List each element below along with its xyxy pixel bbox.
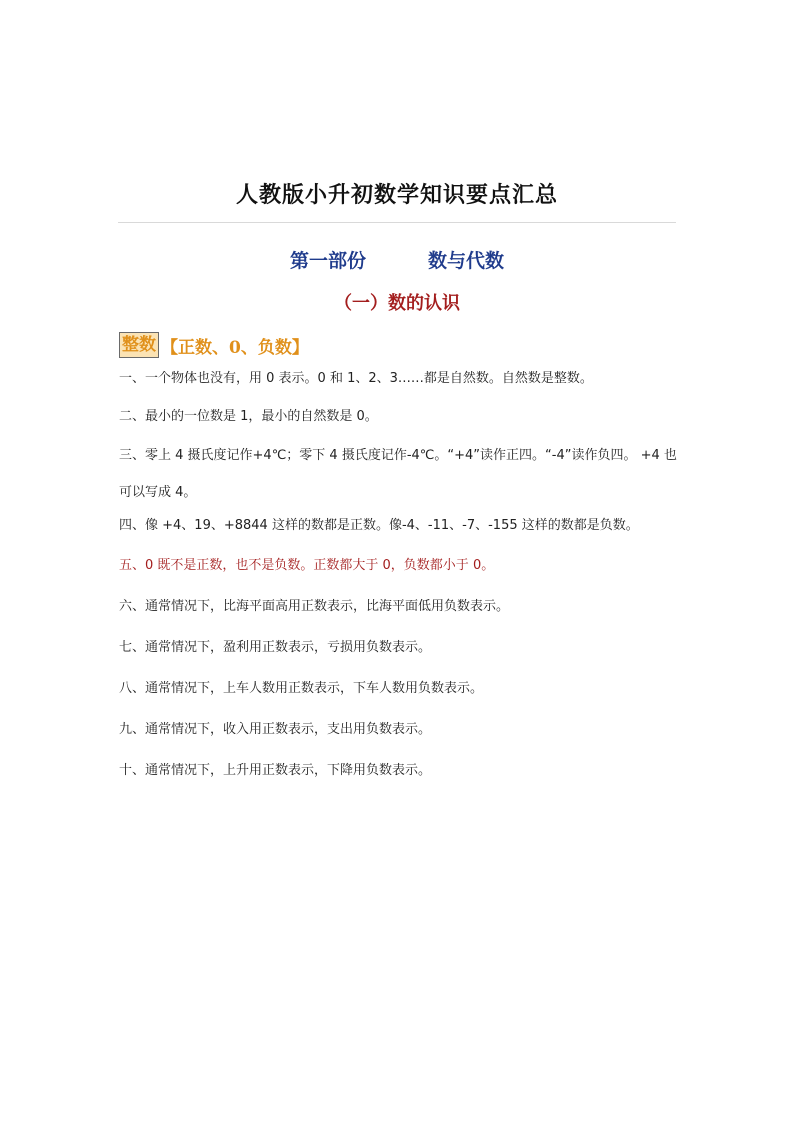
document-title: 人教版小升初数学知识要点汇总: [235, 182, 558, 208]
list-item: 九、通常情况下，收入用正数表示，支出用负数表示。: [119, 722, 432, 737]
list-item: 四、像 +4、19、+8844 这样的数都是正数。像-4、-11、-7、-155 这样的数都是负数。: [119, 518, 639, 533]
list-item-highlighted: 五、0 既不是正数，也不是负数。正数都大于 0，负数都小于 0。: [119, 558, 495, 573]
part-heading: [0, 246, 794, 273]
list-item: 七、通常情况下，盈利用正数表示，亏损用负数表示。: [119, 640, 432, 655]
list-item: 十、通常情况下，上升用正数表示，下降用负数表示。: [119, 763, 432, 778]
title-divider: [118, 222, 676, 223]
list-item: 一、一个物体也没有，用 0 表示。0 和 1、2、3……都是自然数。自然数是整数。: [119, 371, 593, 386]
section-heading: （一）数的认识: [334, 293, 460, 314]
part-name: 数与代数: [428, 250, 505, 272]
list-item: 六、通常情况下，比海平面高用正数表示，比海平面低用负数表示。: [119, 599, 510, 614]
part-number: 第一部份: [289, 250, 366, 272]
list-item: 三、零上 4 摄氏度记作+4℃；零下 4 摄氏度记作-4℃。“+4”读作正四。“-4”读作负四。 +4 也可以写成 4。: [119, 448, 677, 500]
topic-boxed-label: 整数: [119, 332, 159, 358]
topic-heading: [119, 332, 309, 358]
item-list: [119, 368, 685, 781]
list-item: 二、最小的一位数是 1，最小的自然数是 0。: [119, 409, 378, 424]
list-item: 八、通常情况下，上车人数用正数表示，下车人数用负数表示。: [119, 681, 484, 696]
topic-bracket-label: 【正数、0、负数】: [161, 337, 309, 358]
